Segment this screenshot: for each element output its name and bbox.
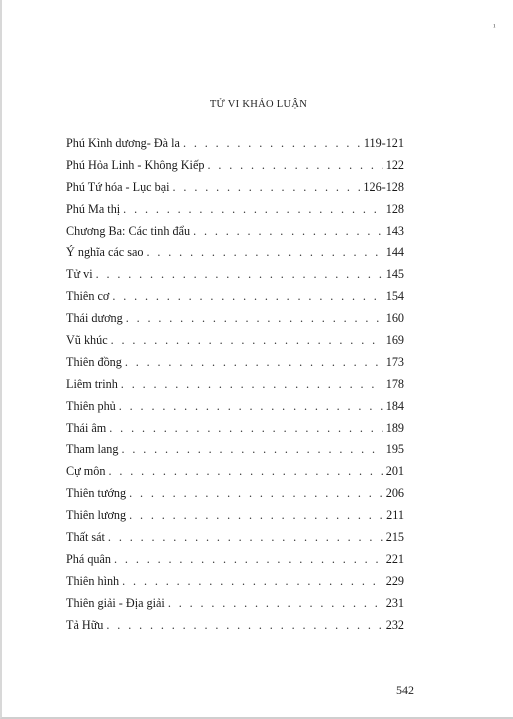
- toc-entry-title: Thái dương: [66, 311, 123, 326]
- toc-entry: [66, 221, 404, 243]
- toc-entry-title: Thiên giải - Địa giải: [66, 595, 165, 610]
- toc-entry: [66, 549, 404, 571]
- toc-entry: [66, 396, 404, 418]
- toc-entry-page: 206: [385, 486, 404, 501]
- toc-entry: [66, 330, 404, 352]
- toc-entry-title: Vũ khúc: [66, 333, 108, 348]
- toc-entry-title: Tả Hữu: [66, 617, 104, 632]
- toc-entry-title: Liêm trinh: [66, 376, 118, 391]
- toc-entry-title: Cự môn: [66, 464, 106, 479]
- toc-entry-page: 126-128: [363, 179, 404, 194]
- toc-entry-title: Thiên đồng: [66, 354, 122, 369]
- toc-entry-title: Chương Ba: Các tinh đẩu: [66, 223, 191, 238]
- dot-leader: [114, 549, 383, 571]
- dot-leader: [108, 461, 382, 483]
- dot-leader: [119, 396, 383, 418]
- book-title: TỬ VI KHẢO LUẬN: [209, 99, 308, 110]
- toc-entry-page: 119-121: [363, 136, 404, 150]
- dot-leader: [109, 418, 382, 440]
- toc-entry-page: 231: [385, 595, 404, 610]
- toc-entry-title: Thất sát: [66, 530, 105, 545]
- toc-entry-page: 232: [385, 617, 404, 632]
- dot-leader: [122, 571, 383, 593]
- toc-entry: [66, 374, 404, 396]
- toc-entry-page: 201: [385, 464, 404, 479]
- table-of-contents: [66, 133, 404, 636]
- dot-leader: [106, 615, 382, 637]
- toc-entry: [66, 264, 404, 286]
- dot-leader: [173, 177, 361, 199]
- toc-entry-title: Thiên hình: [66, 573, 120, 588]
- toc-entry: [66, 505, 404, 527]
- toc-entry-page: 160: [385, 311, 404, 326]
- toc-entry-page: 215: [385, 530, 404, 545]
- dot-leader: [111, 330, 383, 352]
- toc-entry: [66, 461, 404, 483]
- toc-entry-page: 154: [385, 289, 404, 304]
- toc-entry-title: Phú Kình dương- Đà la: [66, 136, 180, 150]
- toc-entry: [66, 133, 404, 155]
- toc-entry-page: 128: [385, 201, 404, 216]
- toc-entry: [66, 483, 404, 505]
- toc-entry-page: 178: [385, 376, 404, 391]
- toc-entry: [66, 177, 404, 199]
- toc-entry-page: 195: [385, 442, 404, 457]
- toc-entry-page: 229: [385, 573, 404, 588]
- toc-entry-title: Phú Ma thị: [66, 201, 121, 216]
- toc-entry: [66, 352, 404, 374]
- toc-entry: [66, 286, 404, 308]
- toc-entry: [66, 527, 404, 549]
- toc-entry-page: 211: [386, 508, 404, 523]
- toc-entry-title: Tử vi: [66, 267, 93, 282]
- toc-entry-title: Phá quân: [66, 551, 112, 566]
- dot-leader: [126, 308, 383, 330]
- dot-leader: [123, 199, 383, 221]
- toc-entry-title: Phú Hỏa Linh - Không Kiếp: [66, 157, 205, 172]
- toc-entry-title: Thiên lương: [66, 508, 127, 523]
- toc-entry-page: 169: [385, 333, 404, 348]
- toc-entry: [66, 571, 404, 593]
- toc-entry: [66, 593, 404, 615]
- dot-leader: [193, 221, 383, 243]
- toc-entry-title: Thiên phủ: [66, 398, 116, 413]
- dot-leader: [129, 483, 383, 505]
- toc-entry: [66, 439, 404, 461]
- toc-entry-title: Thiên cơ: [66, 289, 110, 304]
- dot-leader: [121, 374, 383, 396]
- toc-entry: [66, 155, 404, 177]
- dot-leader: [96, 264, 383, 286]
- toc-entry-title: Thái âm: [66, 420, 107, 435]
- toc-entry-page: 173: [385, 354, 404, 369]
- toc-entry: [66, 615, 404, 637]
- dot-leader: [129, 505, 383, 527]
- toc-entry-title: Phú Tứ hóa - Lục bại: [66, 179, 170, 194]
- dot-leader: [108, 527, 383, 549]
- toc-entry-page: 143: [385, 223, 404, 238]
- dot-leader: [121, 439, 382, 461]
- dot-leader: [112, 286, 382, 308]
- toc-entry-title: Tham lang: [66, 442, 119, 457]
- toc-entry-title: Thiên tướng: [66, 486, 127, 501]
- toc-entry-page: 189: [385, 420, 404, 435]
- dot-leader: [125, 352, 383, 374]
- page-number: 542: [396, 683, 414, 697]
- toc-entry-page: 144: [385, 245, 404, 260]
- dot-leader: [207, 155, 382, 177]
- toc-entry-page: 221: [385, 551, 404, 566]
- dot-leader: [147, 242, 383, 264]
- toc-entry: [66, 418, 404, 440]
- toc-entry-page: 145: [385, 267, 404, 282]
- dot-leader: [183, 133, 361, 155]
- toc-entry: [66, 199, 404, 221]
- toc-entry-page: 122: [385, 157, 404, 172]
- corner-mark: ¹: [493, 22, 496, 32]
- toc-entry: [66, 308, 404, 330]
- toc-entry: [66, 242, 404, 264]
- toc-entry-title: Ý nghĩa các sao: [66, 245, 144, 260]
- toc-entry-page: 184: [385, 398, 404, 413]
- dot-leader: [168, 593, 383, 615]
